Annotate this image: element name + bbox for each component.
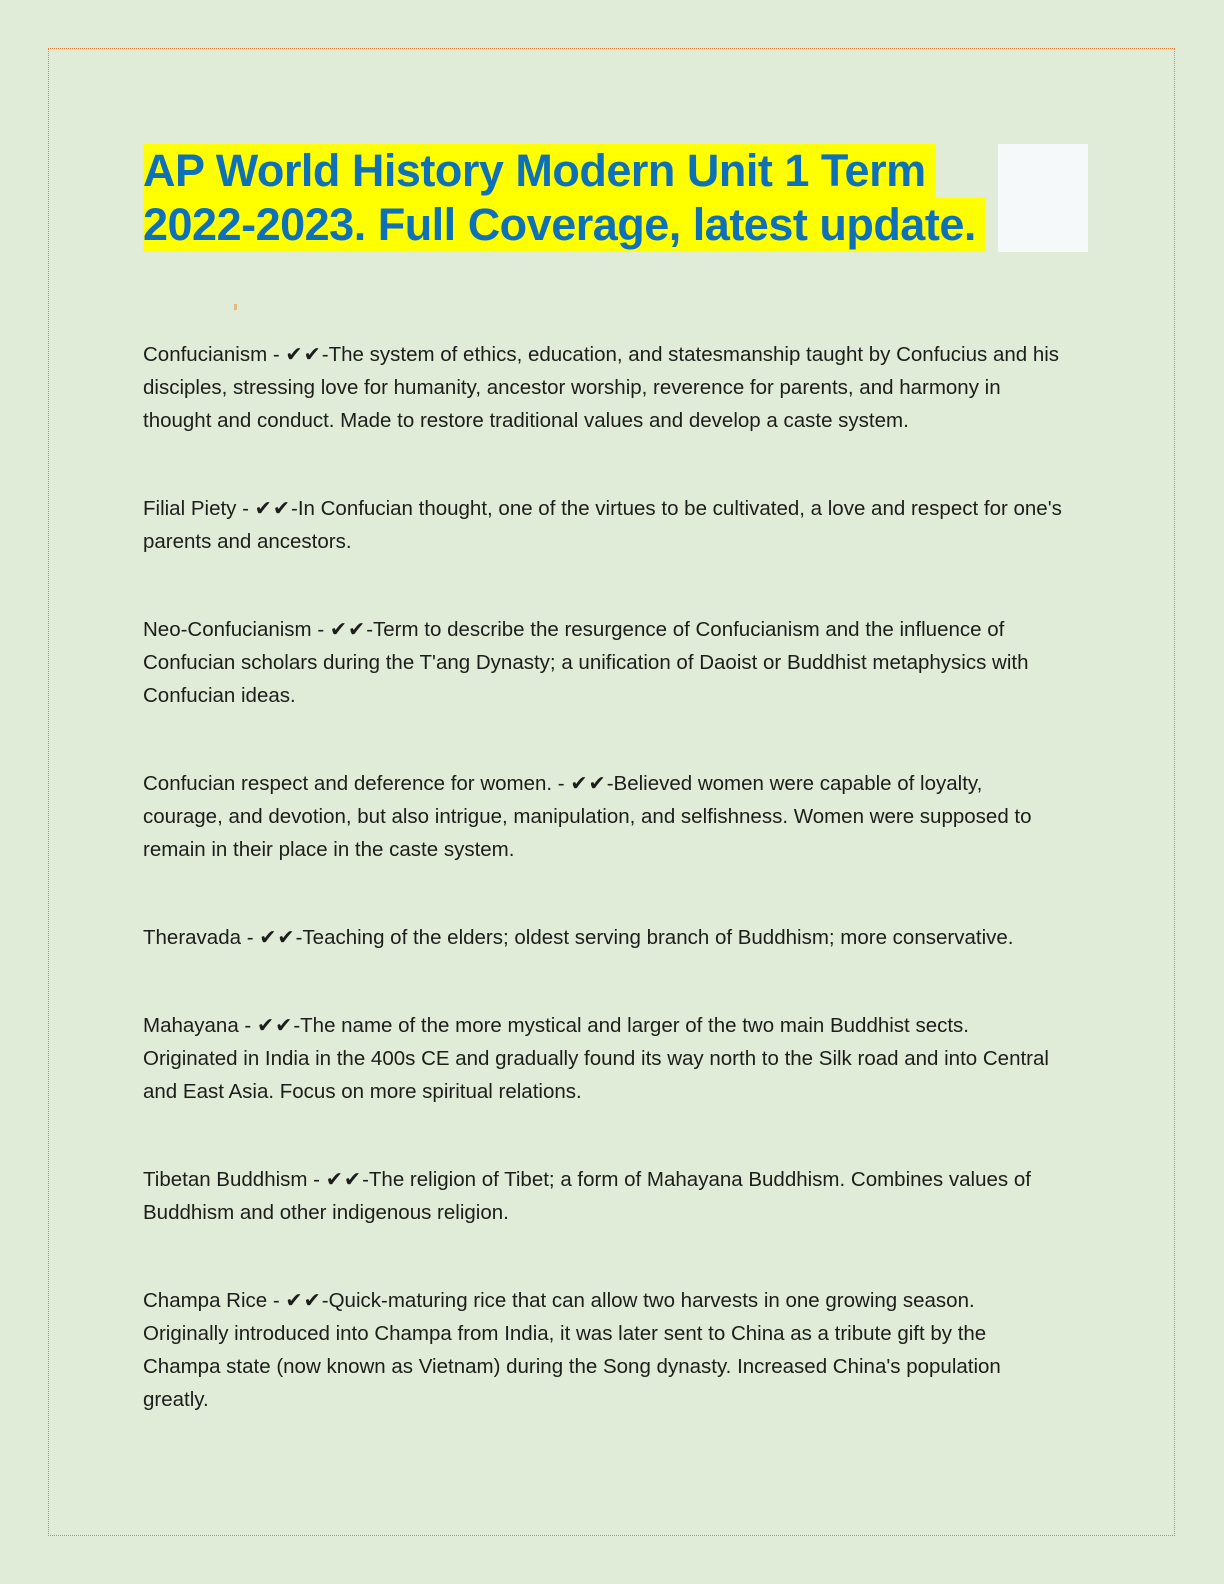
term-definition-text: -Term to describe the resurgence of Confucianism and the influence of Confucian scholars during the T'ang Dynasty; a unification of Daoist or Buddhist metaphysics with Confucian ideas. — [143, 618, 1029, 707]
title-line-2 — [143, 198, 986, 252]
term-definition — [143, 767, 1065, 866]
title-line-1-highlight: AP World History Modern Unit 1 Term — [143, 144, 936, 198]
term-name: Neo-Confucianism - — [143, 618, 330, 641]
term-definition — [143, 1284, 1065, 1416]
term-definition-text: -Quick-maturing rice that can allow two harvests in one growing season. Originally introduced into Champa from India, it was later sent to China as a tribute gift by the Champa state (now known as Vietnam) during the Song dynasty. Increased China's population greatly. — [143, 1289, 1001, 1411]
term-definition-text: -Believed women were capable of loyalty, courage, and devotion, but also intrigue, manipulation, and selfishness. Women were supposed to remain in their place in the caste system. — [143, 772, 1032, 861]
double-checkmark-icon: ✔✔ — [256, 1013, 294, 1037]
title-line-2-highlight: 2022-2023. Full Coverage, latest update. — [143, 198, 986, 252]
term-name: Filial Piety - — [143, 497, 255, 520]
term-definition — [143, 492, 1065, 558]
term-name: Champa Rice - — [143, 1289, 286, 1312]
document-title — [143, 144, 986, 252]
double-checkmark-icon: ✔✔ — [254, 496, 291, 520]
double-checkmark-icon: ✔✔ — [285, 342, 322, 366]
term-definition — [143, 338, 1065, 437]
term-name: Mahayana - — [143, 1014, 257, 1037]
double-checkmark-icon: ✔✔ — [285, 1288, 322, 1312]
term-name: Confucian respect and deference for women. - — [143, 772, 571, 795]
term-definition-text: -In Confucian thought, one of the virtues to be cultivated, a love and respect for one's parents and ancestors. — [143, 497, 1062, 553]
title-line-1 — [143, 144, 986, 198]
double-checkmark-icon: ✔✔ — [570, 771, 607, 795]
term-definition — [143, 1163, 1065, 1229]
double-checkmark-icon: ✔✔ — [325, 1167, 363, 1191]
term-definition-text: -The system of ethics, education, and statesmanship taught by Confucius and his disciples, stressing love for humanity, ancestor worship, reverence for parents, and harmony in thought and conduct. Made to restore traditional values and develop a caste system. — [143, 343, 1060, 432]
title-white-patch — [998, 144, 1088, 252]
stray-mark — [234, 304, 237, 310]
term-name: Confucianism - — [143, 343, 286, 366]
double-checkmark-icon: ✔✔ — [259, 925, 296, 949]
term-name: Theravada - — [143, 926, 260, 949]
double-checkmark-icon: ✔✔ — [329, 617, 367, 641]
term-definition — [143, 1009, 1065, 1108]
term-definition-text: -The name of the more mystical and larger of the two main Buddhist sects. Originated in India in the 400s CE and gradually found its way north to the Silk road and into Central and East Asia. Focus on more spiritual relations. — [143, 1014, 1049, 1103]
term-definition — [143, 921, 1065, 954]
term-definition — [143, 613, 1065, 712]
term-definition-text: -Teaching of the elders; oldest serving branch of Buddhism; more conservative. — [295, 926, 1014, 949]
terms-list — [143, 338, 1065, 1471]
term-definition-text: -The religion of Tibet; a form of Mahayana Buddhism. Combines values of Buddhism and other indigenous religion. — [143, 1168, 1031, 1224]
term-name: Tibetan Buddhism - — [143, 1168, 326, 1191]
